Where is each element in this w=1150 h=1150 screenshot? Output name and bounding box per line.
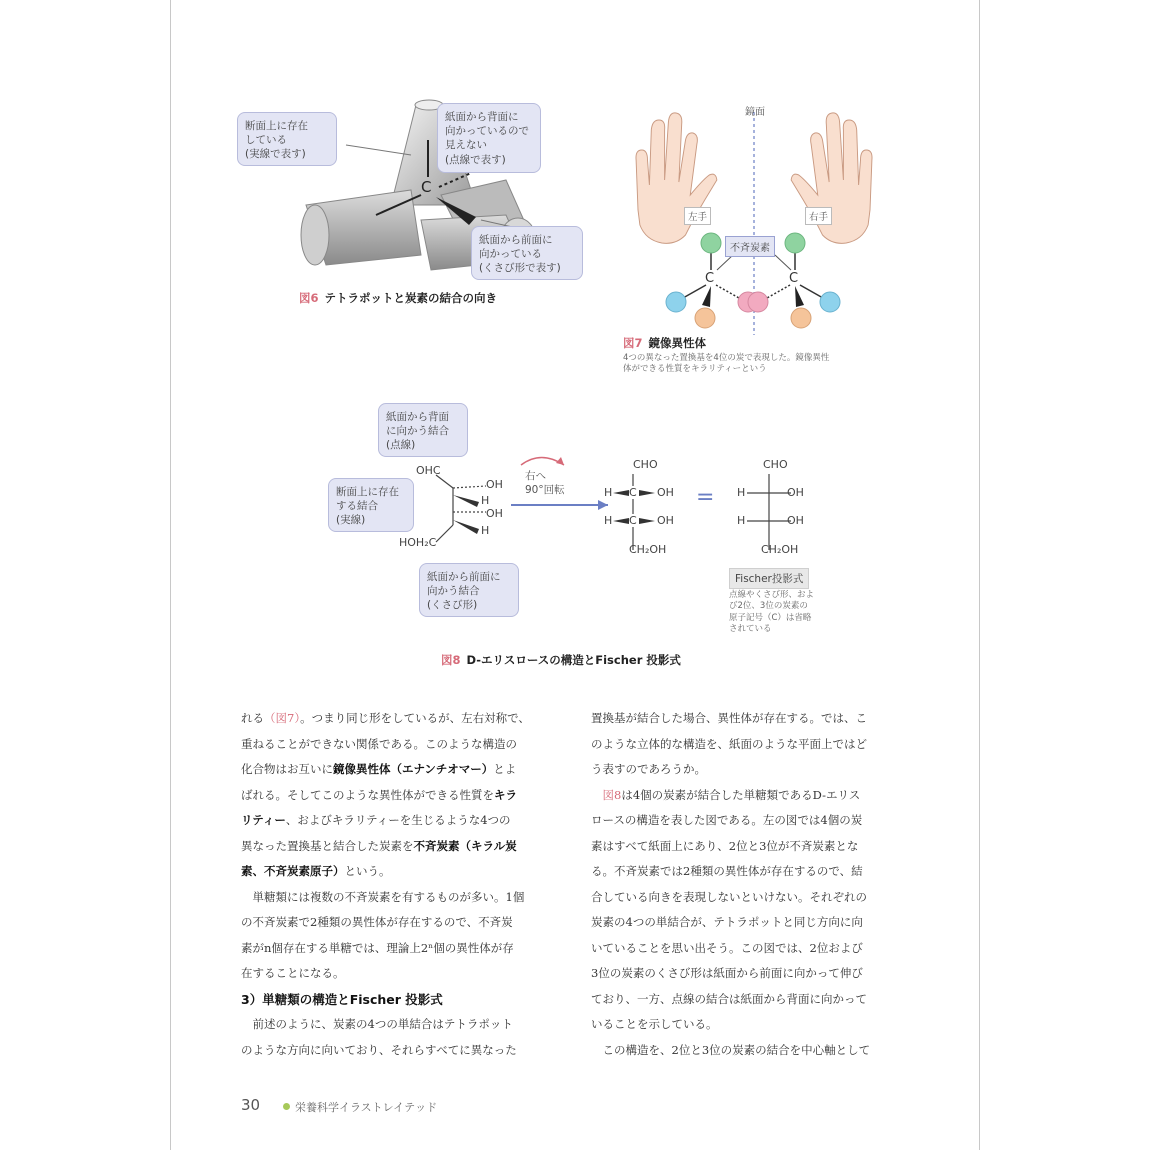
fischer-row2-right: OH <box>787 514 804 527</box>
mid-row2-right: OH <box>657 514 674 527</box>
callout-plane-bond: 断面上に存在 する結合 (実線) <box>328 478 414 532</box>
asymmetric-carbon-label: 不斉炭素 <box>725 236 775 257</box>
mirror-image-illustration <box>621 100 881 340</box>
figure-6-caption: 図6 テトラポットと炭素の結合の向き <box>299 291 498 305</box>
perspective-top-group: OHC <box>416 464 441 477</box>
fischer-top-group: CHO <box>763 458 788 471</box>
tetrapod-carbon: C <box>421 178 432 196</box>
body-column-right: 置換基が結合した場合、異性体が存在する。では、こ のような立体的な構造を、紙面のような平面上ではど う表すのであろうか。 図8は4個の炭素が結合した単糖類であるD-エリス ロースの構造を表した図である。左の図では4個の炭 素はすべて紙面上にあり、2位と3位が不斉炭素とな る。不斉炭素では2種類の異性体が存在するので、結 合している向きを表現しないといけない。それぞれの 炭素の4つの単結合が、テトラポットと同じ方向に向 いていることを思い出そう。この図では、2位および 3位の炭素のくさび形は紙面から前面に向かって伸び ており、一方、点線の結合は紙面から背面に向かって いることを示している。 この構造を、2位と3位の炭素の結合を中心軸として <box>591 711 871 1057</box>
figure-7-caption: 図7 鏡像異性体 <box>623 336 707 350</box>
page-number: 30 <box>241 1096 261 1114</box>
right-carbon: C <box>789 271 799 286</box>
left-carbon: C <box>705 271 715 286</box>
fischer-note: 点線やくさび形、およ び2位、3位の炭素の 原子記号（C）は省略 されている <box>729 590 815 635</box>
fischer-row2-left: H <box>737 514 746 527</box>
fischer-row1-left: H <box>737 486 746 499</box>
callout-on-plane: 断面上に存在 している (実線で表す) <box>237 112 337 166</box>
callout-behind-plane: 紙面から背面に 向かっているので 見えない (点線で表す) <box>437 103 541 173</box>
perspective-h-2: H <box>481 524 490 537</box>
body-column-left: れる（図7）。つまり同じ形をしているが、左右対称で、 重ねることができない関係である。このような構造の 化合物はお互いに鏡像異性体（エナンチオマー）とよ ばれる。そしてこのような異性体ができる性質をキラ リティー、およびキラリティーを生じるような4つの 異なった置換基と結合した炭素を不斉炭素（キラル炭 素、不斉炭素原子）という。 単糖類には複数の不斉炭素を有するものが多い。1個 の不斉炭素で2種類の異性体が存在するので、不斉炭 素がn個存在する単糖では、理論上2ⁿ個の異性体が存 在することになる。 3）単糖類の構造とFischer 投影式 前述のように、炭素の4つの単結合はテトラポット のような方向に向いており、それらすべてに異なった <box>241 706 571 1063</box>
book-title: 栄養科学イラストレイテッド <box>295 1101 438 1114</box>
mid-bottom-group: CH₂OH <box>629 543 667 556</box>
mid-row1-carbon: C <box>629 486 637 499</box>
mid-row2-carbon: C <box>629 514 637 527</box>
callout-back-bond: 紙面から背面 に向かう結合 (点線) <box>378 403 468 457</box>
rotate-label: 右へ 90°回転 <box>525 470 565 496</box>
mid-row1-left: H <box>604 486 613 499</box>
perspective-oh-1: OH <box>486 478 503 491</box>
fischer-label: Fischer投影式 <box>729 568 809 589</box>
left-hand-label: 左手 <box>684 207 711 225</box>
perspective-h-1: H <box>481 494 490 507</box>
mid-row2-left: H <box>604 514 613 527</box>
perspective-bottom-group: HOH₂C <box>399 536 437 549</box>
fischer-bottom-group: CH₂OH <box>761 543 799 556</box>
page <box>170 0 980 1150</box>
section-heading: 3）単糖類の構造とFischer 投影式 <box>241 991 443 1007</box>
footer-bullet-icon <box>283 1103 290 1110</box>
mid-top-group: CHO <box>633 458 658 471</box>
callout-front-plane: 紙面から前面に 向かっている (くさび形で表す) <box>471 226 583 280</box>
figure-8-caption: 図8 D-エリスロースの構造とFischer 投影式 <box>441 653 681 667</box>
mirror-label: 鏡面 <box>745 107 765 118</box>
figure-7-note: 4つの異なった置換基を4位の炭で表現した。鏡像異性 体ができる性質をキラリティーという <box>623 353 830 375</box>
right-hand-label: 右手 <box>805 207 832 225</box>
perspective-oh-2: OH <box>486 507 503 520</box>
mid-row1-right: OH <box>657 486 674 499</box>
fischer-row1-right: OH <box>787 486 804 499</box>
equals-sign: = <box>696 485 715 510</box>
callout-front-bond: 紙面から前面に 向かう結合 (くさび形) <box>419 563 519 617</box>
